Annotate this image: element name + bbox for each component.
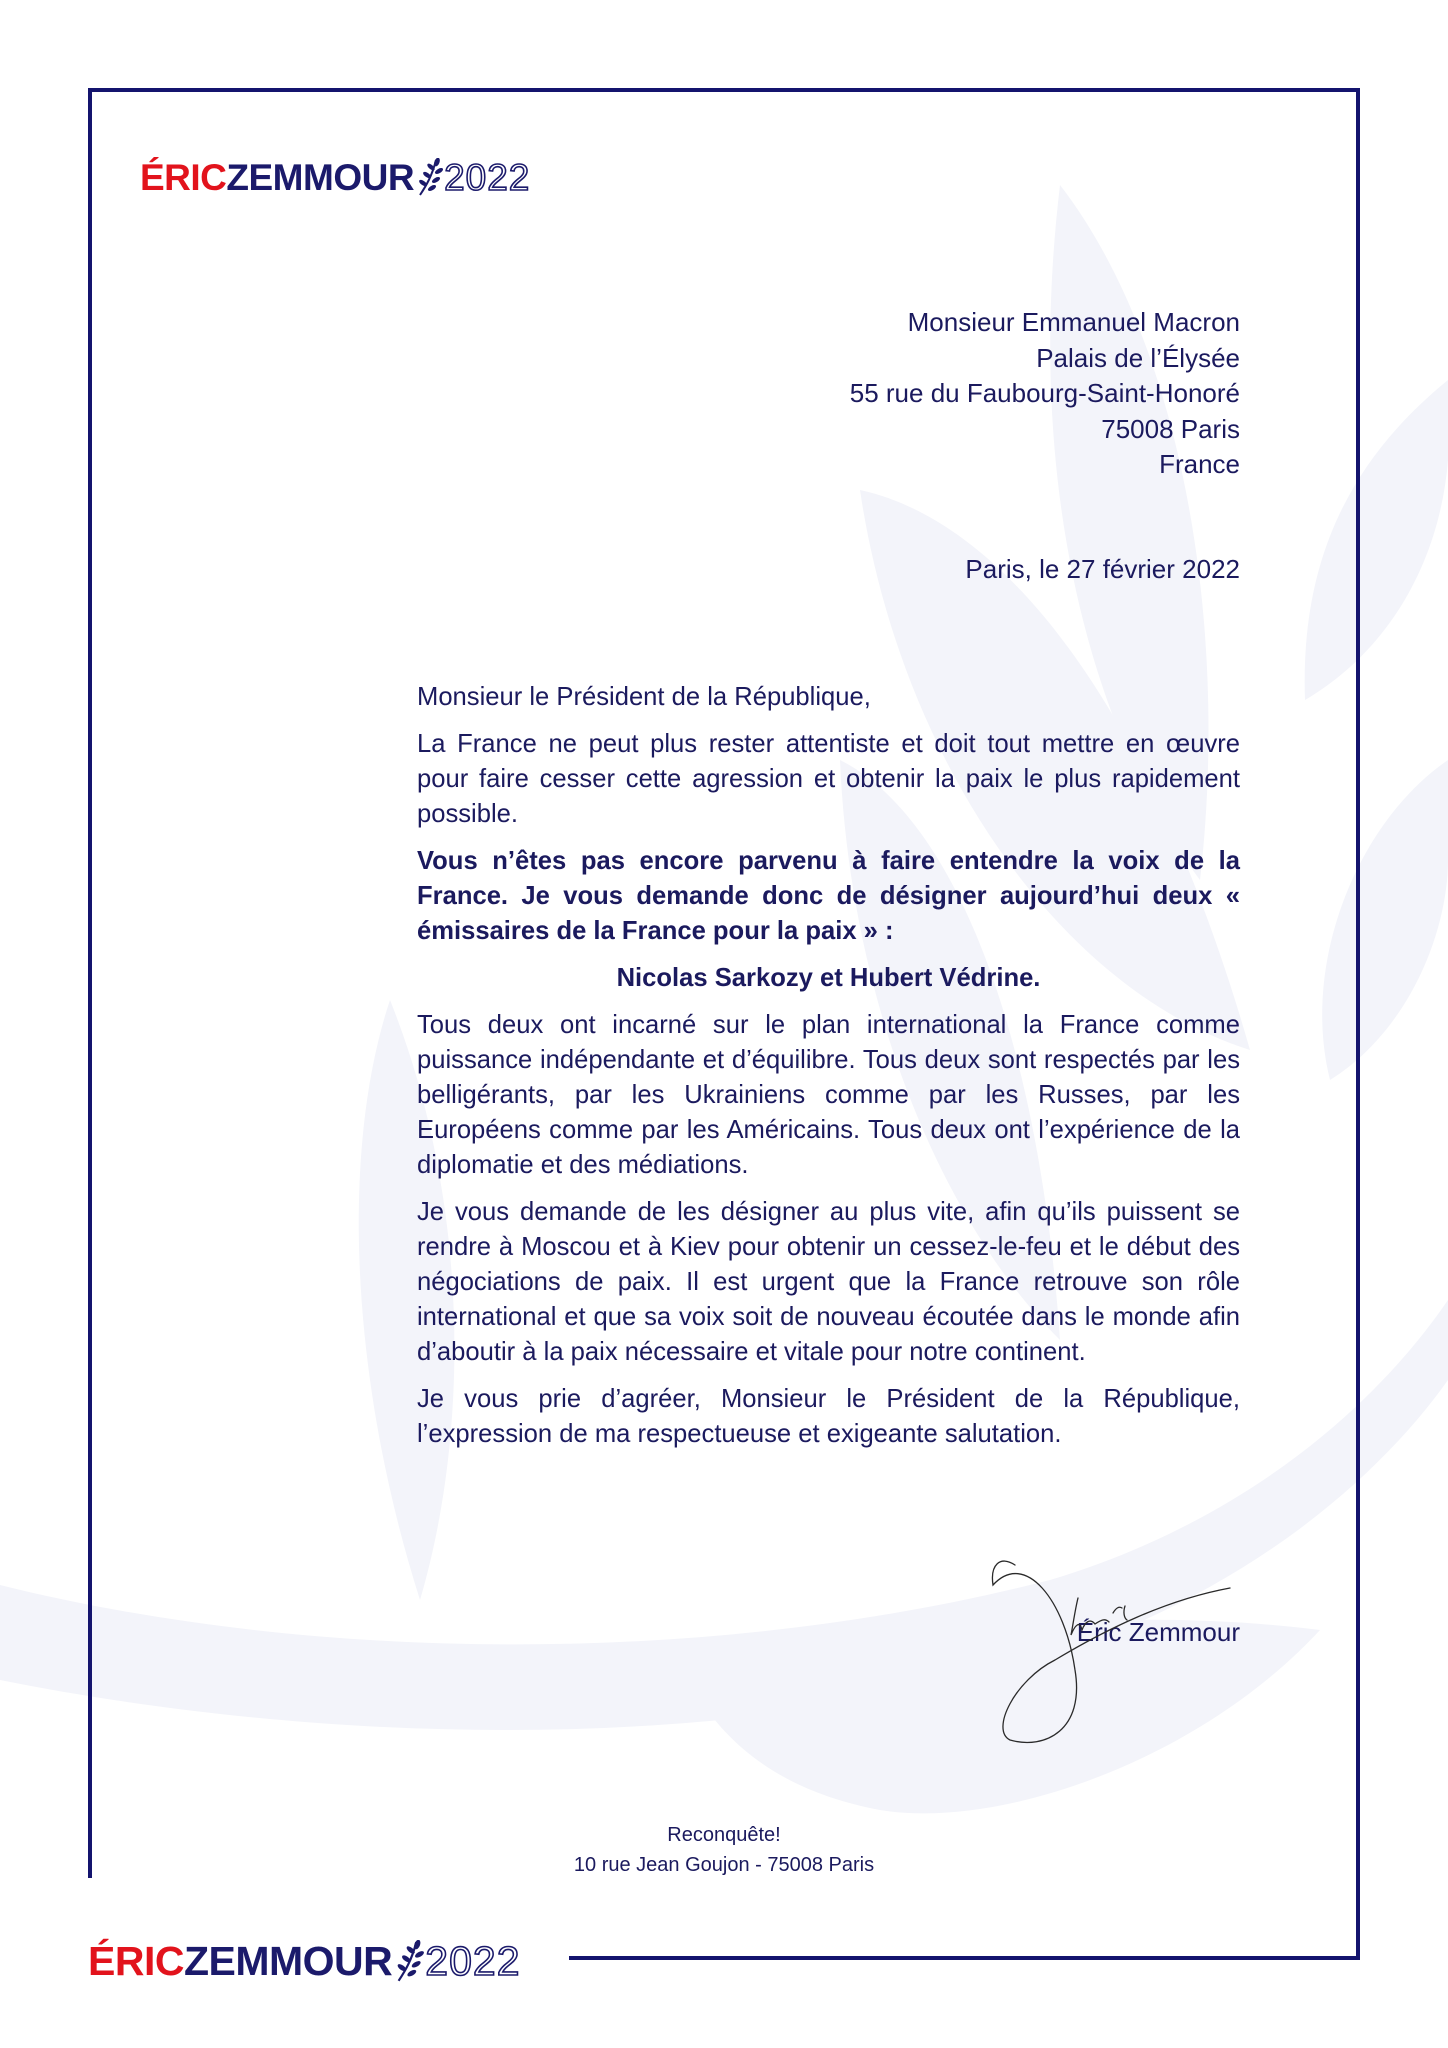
- letter-body: [417, 680, 1240, 1464]
- letter-date: Paris, le 27 février 2022: [965, 554, 1240, 584]
- recipient-line: 55 rue du Faubourg-Saint-Honoré: [849, 378, 1240, 408]
- handwritten-signature-icon: [985, 1530, 1235, 1760]
- footer-organization: Reconquête!: [667, 1824, 781, 1846]
- paragraph-bold: Vous n’êtes pas encore parvenu à faire entendre la voix de la France. Je vous demande donc de désigner aujourd’hui deux « émissaires de la France pour la paix » :: [417, 847, 1240, 945]
- olive-branch-icon: [392, 1940, 425, 1982]
- recipient-line: Palais de l’Élysée: [1036, 342, 1240, 373]
- campaign-logo-bottom: [88, 1940, 521, 1982]
- paragraph: Tous deux ont incarné sur le plan international la France comme puissance indépendante et d’équilibre. Tous deux sont respectés par les belligérants, par les Ukrainiens comme par les Russes, par les Européens comme par les Américains. Tous deux ont l’expérience de la diplomatie et des médiations.: [417, 1011, 1240, 1179]
- campaign-logo-top: [140, 158, 530, 196]
- logo-year: 2022: [444, 157, 531, 198]
- frame-left-border: [88, 88, 92, 1878]
- olive-branch-icon: [414, 158, 444, 196]
- paragraph: La France ne peut plus rester attentiste et doit tout mettre en œuvre pour faire cesser cette agression et obtenir la paix le plus rapidement possible.: [417, 730, 1240, 828]
- logo-last-name: ZEMMOUR: [183, 1938, 393, 1984]
- frame-bottom-border: [569, 1956, 1360, 1960]
- closing-line-1: Je vous prie d’agréer, Monsieur le Président de la République,: [417, 1385, 1240, 1413]
- logo-first-name: ÉRIC: [88, 1938, 184, 1984]
- logo-first-name: ÉRIC: [140, 157, 227, 198]
- salutation: Monsieur le Président de la République,: [417, 683, 871, 711]
- paragraph: Je vous demande de les désigner au plus vite, afin qu’ils puissent se rendre à Moscou et à Kiev pour obtenir un cessez-le-feu et le début des négociations de paix. Il est urgent que la France retrouve son rôle international et que sa voix soit de nouveau écoutée dans le monde afin d’aboutir à la paix nécessaire et vitale pour notre continent.: [417, 1198, 1240, 1366]
- recipient-name: Monsieur Emmanuel Macron: [907, 307, 1240, 337]
- signatory-name: Éric Zemmour: [1076, 1617, 1240, 1647]
- footer: [0, 1820, 1448, 1880]
- footer-address: 10 rue Jean Goujon - 75008 Paris: [573, 1854, 875, 1876]
- frame-top-border: [88, 88, 1360, 92]
- closing: [417, 1382, 1240, 1452]
- frame-right-border: [1356, 88, 1360, 1960]
- closing-line-2: l’expression de ma respectueuse et exigeante salutation.: [417, 1420, 1062, 1448]
- recipient-address: [850, 305, 1240, 483]
- emissaries-names: Nicolas Sarkozy et Hubert Védrine.: [616, 964, 1041, 992]
- recipient-line: France: [1159, 449, 1240, 479]
- recipient-line: 75008 Paris: [1101, 413, 1240, 444]
- logo-last-name: ZEMMOUR: [226, 157, 415, 198]
- logo-year: 2022: [425, 1938, 521, 1984]
